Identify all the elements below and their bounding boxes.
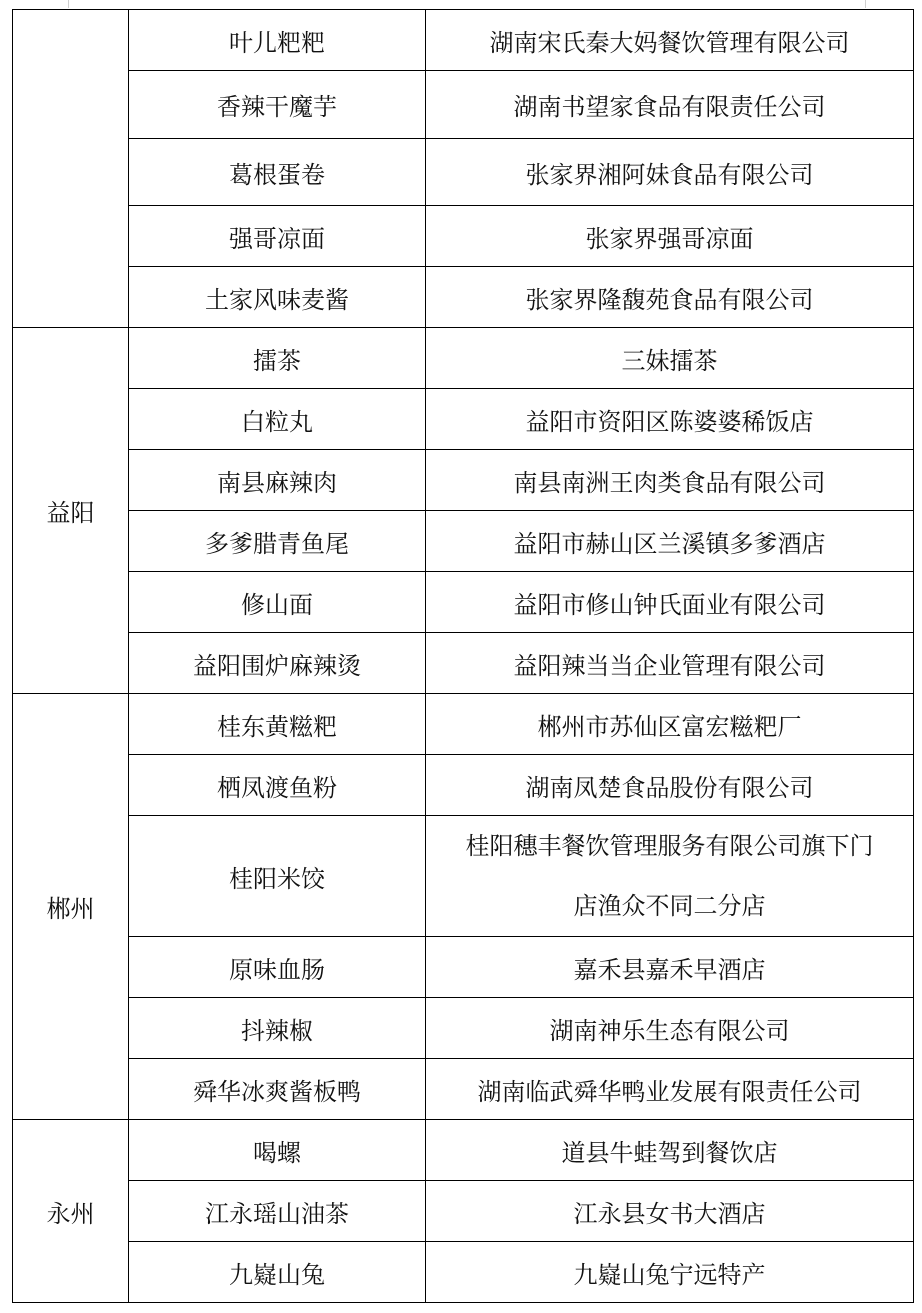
company-cell: 张家界湘阿妹食品有限公司	[426, 139, 914, 206]
table-row	[13, 633, 914, 694]
company-cell: 嘉禾县嘉禾早酒店	[426, 937, 914, 998]
dish-cell: 抖辣椒	[129, 998, 426, 1059]
company-cell: 南县南洲王肉类食品有限公司	[426, 450, 914, 511]
company-cell	[426, 816, 914, 937]
table-row	[13, 694, 914, 755]
table-row	[13, 755, 914, 816]
company-cell: 道县牛蛙驾到餐饮店	[426, 1120, 914, 1181]
food-company-table	[12, 9, 914, 1303]
table-row	[13, 572, 914, 633]
company-cell: 益阳辣当当企业管理有限公司	[426, 633, 914, 694]
table-row	[13, 450, 914, 511]
dish-cell: 叶儿粑粑	[129, 10, 426, 71]
dish-cell: 香辣干魔芋	[129, 71, 426, 139]
region-cell: 郴州	[13, 694, 129, 1120]
company-cell: 三妹擂茶	[426, 328, 914, 389]
table-row	[13, 1242, 914, 1303]
table-row	[13, 816, 914, 937]
company-line: 店渔众不同二分店	[573, 892, 766, 920]
table-row	[13, 389, 914, 450]
table-row	[13, 328, 914, 389]
dish-cell: 栖凤渡鱼粉	[129, 755, 426, 816]
dish-cell: 桂东黄糍粑	[129, 694, 426, 755]
page-top-rule	[68, 0, 866, 8]
table-row	[13, 1059, 914, 1120]
dish-cell: 原味血肠	[129, 937, 426, 998]
dish-cell: 葛根蛋卷	[129, 139, 426, 206]
company-cell: 江永县女书大酒店	[426, 1181, 914, 1242]
dish-cell: 桂阳米饺	[129, 816, 426, 937]
table-row	[13, 1120, 914, 1181]
dish-cell: 南县麻辣肉	[129, 450, 426, 511]
dish-cell: 修山面	[129, 572, 426, 633]
dish-cell: 舜华冰爽酱板鸭	[129, 1059, 426, 1120]
company-line: 桂阳穗丰餐饮管理服务有限公司旗下门	[465, 832, 874, 860]
dish-cell: 擂茶	[129, 328, 426, 389]
region-cell: 益阳	[13, 328, 129, 694]
table-body	[13, 10, 914, 1303]
company-cell: 湖南神乐生态有限公司	[426, 998, 914, 1059]
dish-cell: 多爹腊青鱼尾	[129, 511, 426, 572]
region-cell: 永州	[13, 1120, 129, 1303]
company-cell: 九嶷山兔宁远特产	[426, 1242, 914, 1303]
company-cell: 湖南书望家食品有限责任公司	[426, 71, 914, 139]
table-row	[13, 998, 914, 1059]
company-cell: 益阳市资阳区陈婆婆稀饭店	[426, 389, 914, 450]
dish-cell: 九嶷山兔	[129, 1242, 426, 1303]
company-cell: 张家界强哥凉面	[426, 206, 914, 267]
company-cell: 湖南临武舜华鸭业发展有限责任公司	[426, 1059, 914, 1120]
company-cell: 益阳市修山钟氏面业有限公司	[426, 572, 914, 633]
company-cell: 湖南凤楚食品股份有限公司	[426, 755, 914, 816]
table-row	[13, 267, 914, 328]
table-row	[13, 10, 914, 71]
table-row	[13, 1181, 914, 1242]
dish-cell: 益阳围炉麻辣烫	[129, 633, 426, 694]
dish-cell: 江永瑶山油茶	[129, 1181, 426, 1242]
dish-cell: 土家风味麦酱	[129, 267, 426, 328]
region-cell	[13, 10, 129, 328]
company-cell: 张家界隆馥苑食品有限公司	[426, 267, 914, 328]
dish-cell: 强哥凉面	[129, 206, 426, 267]
table-row	[13, 139, 914, 206]
table-row	[13, 71, 914, 139]
company-cell: 益阳市赫山区兰溪镇多爹酒店	[426, 511, 914, 572]
company-cell: 郴州市苏仙区富宏糍粑厂	[426, 694, 914, 755]
table-row	[13, 206, 914, 267]
dish-cell: 喝螺	[129, 1120, 426, 1181]
table-row	[13, 937, 914, 998]
table-row	[13, 511, 914, 572]
dish-cell: 白粒丸	[129, 389, 426, 450]
company-cell: 湖南宋氏秦大妈餐饮管理有限公司	[426, 10, 914, 71]
